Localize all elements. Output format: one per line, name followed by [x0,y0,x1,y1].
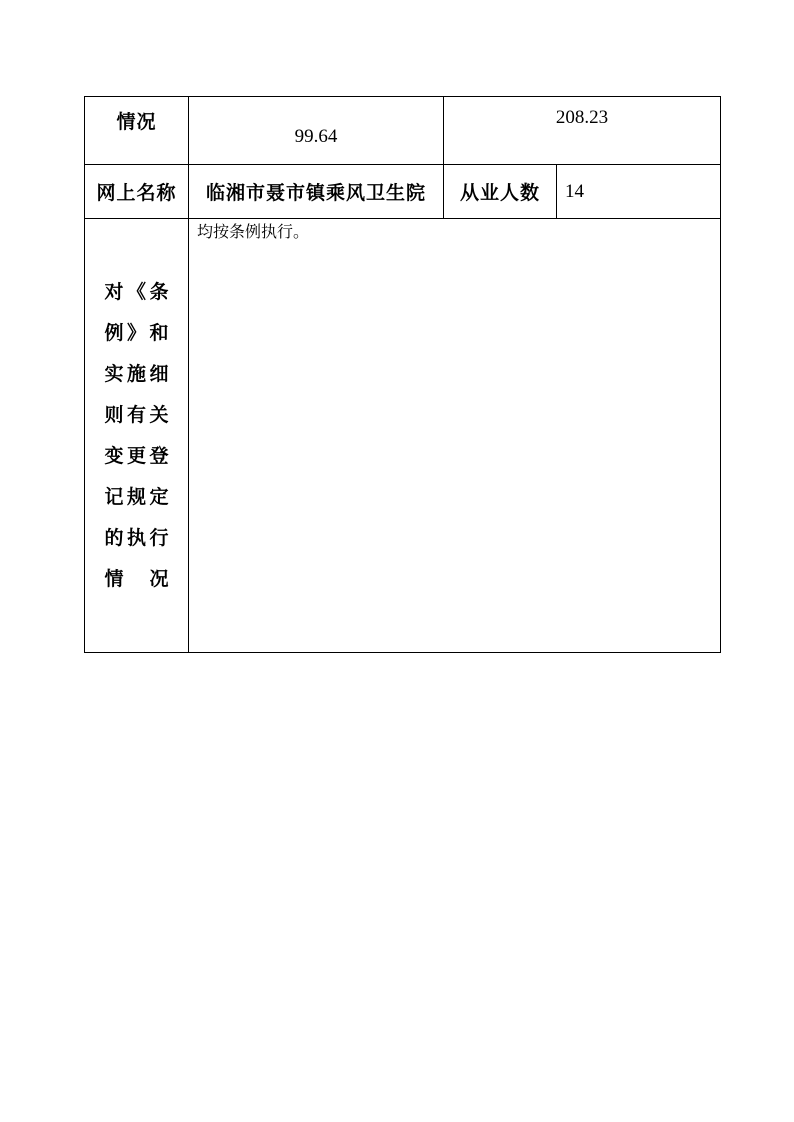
condition-label: 情况 [85,97,189,165]
label-line: 对《条 [104,280,169,303]
table-row-online-name [85,165,721,219]
label-line: 情 况 [104,567,169,590]
label-line: 变更登 [104,444,169,467]
staff-count-label: 从业人数 [444,165,557,219]
table-row-regulation-compliance [85,219,721,653]
regulation-compliance-label [105,272,169,600]
staff-count-value: 14 [557,165,721,219]
regulation-compliance-label-cell [85,219,189,653]
label-line: 的执行 [104,526,169,549]
label-line: 实施细 [104,362,169,385]
table-row-condition [85,97,721,165]
label-line: 记规定 [104,485,169,508]
regulation-compliance-content: 均按条例执行。 [189,219,721,653]
condition-value-1: 99.64 [189,97,444,165]
condition-value-2: 208.23 [444,97,721,165]
online-name-label: 网上名称 [85,165,189,219]
label-line: 例》和 [104,321,169,344]
online-name-value: 临湘市聂市镇乘风卫生院 [189,165,444,219]
label-line: 则有关 [104,403,169,426]
registration-report-table [84,96,721,653]
